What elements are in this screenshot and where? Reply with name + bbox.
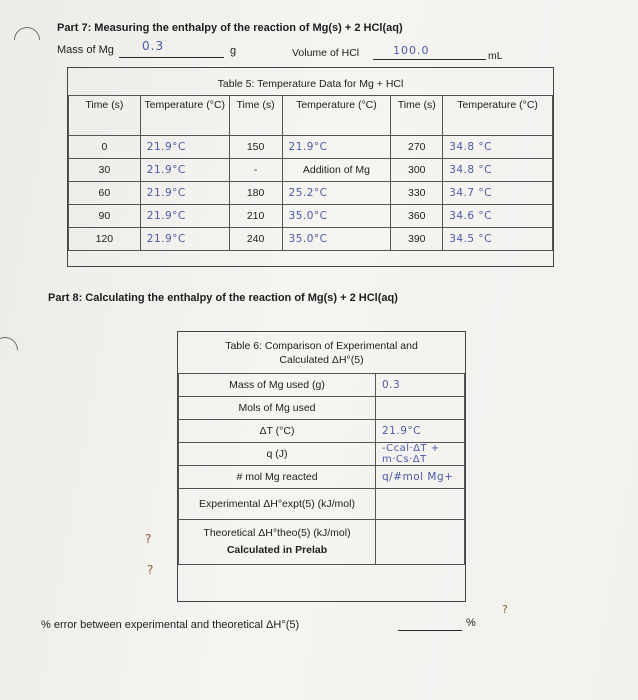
time-cell: 210 bbox=[229, 205, 282, 228]
table-row bbox=[179, 443, 465, 466]
table6-grid bbox=[178, 373, 465, 565]
binder-hole-middle bbox=[0, 332, 23, 369]
time-cell: 0 bbox=[69, 136, 141, 159]
time-cell: 150 bbox=[229, 136, 282, 159]
temperature-cell: 21.9°C bbox=[282, 136, 391, 159]
row-value: -Ccal·ΔT + m·Cs·ΔT bbox=[376, 443, 465, 466]
percent-error-label: % error between experimental and theoretical ΔH°(5) bbox=[41, 619, 300, 631]
temperature-cell: 35.0°C bbox=[282, 205, 391, 228]
row-label: ΔT (°C) bbox=[179, 420, 376, 443]
table-row bbox=[69, 182, 553, 205]
temperature-cell: 34.7 °C bbox=[443, 182, 553, 205]
part7-title: Part 7: Measuring the enthalpy of the reaction of Mg(s) + 2 HCl(aq) bbox=[57, 22, 403, 34]
table5-caption: Table 5: Temperature Data for Mg + HCl bbox=[217, 78, 404, 90]
table5-grid bbox=[68, 95, 553, 251]
temperature-cell: 25.2°C bbox=[282, 182, 391, 205]
time-cell: 330 bbox=[391, 182, 443, 205]
margin-question-mark: ? bbox=[145, 532, 153, 546]
table5-header: Time (s) bbox=[229, 96, 282, 136]
row-label: Mass of Mg used (g) bbox=[179, 374, 376, 397]
temperature-cell: 21.9°C bbox=[140, 159, 229, 182]
table5-header: Temperature (°C) bbox=[140, 96, 229, 136]
table6-caption bbox=[178, 339, 465, 367]
table-row bbox=[179, 466, 465, 489]
row-value: 0.3 bbox=[376, 374, 465, 397]
temperature-cell: 21.9°C bbox=[140, 136, 229, 159]
temperature-cell: 21.9°C bbox=[140, 228, 229, 251]
time-cell: 240 bbox=[229, 228, 282, 251]
table-row bbox=[179, 397, 465, 420]
time-cell: 180 bbox=[229, 182, 282, 205]
calculated-in-prelab-label: Calculated in Prelab bbox=[226, 544, 328, 556]
volume-label: Volume of HCl bbox=[292, 47, 360, 59]
table-row bbox=[69, 159, 553, 182]
percent-error-underline bbox=[398, 630, 462, 631]
temperature-cell: 34.8 °C bbox=[443, 136, 553, 159]
mass-unit: g bbox=[230, 45, 237, 57]
volume-underline bbox=[373, 59, 486, 60]
margin-question-mark: ? bbox=[147, 563, 155, 577]
binder-hole-top bbox=[9, 22, 46, 59]
temperature-cell: 21.9°C bbox=[140, 182, 229, 205]
time-cell: 360 bbox=[391, 205, 443, 228]
time-cell: 120 bbox=[69, 228, 141, 251]
row-label: Mols of Mg used bbox=[179, 397, 376, 420]
addition-of-mg-cell: Addition of Mg bbox=[282, 159, 391, 182]
row-label bbox=[179, 520, 376, 565]
temperature-cell: 34.8 °C bbox=[443, 159, 553, 182]
row-label: q (J) bbox=[179, 443, 376, 466]
time-cell: 60 bbox=[69, 182, 141, 205]
part8-title: Part 8: Calculating the enthalpy of the reaction of Mg(s) + 2 HCl(aq) bbox=[48, 292, 398, 304]
percent-unit: % bbox=[466, 617, 476, 629]
mass-underline bbox=[119, 57, 224, 58]
table6-caption-line2: Calculated ΔH°(5) bbox=[279, 354, 364, 366]
time-cell: 300 bbox=[391, 159, 443, 182]
row-value bbox=[376, 489, 465, 520]
row-label: # mol Mg reacted bbox=[179, 466, 376, 489]
time-cell: - bbox=[229, 159, 282, 182]
temperature-cell: 21.9°C bbox=[140, 205, 229, 228]
row-value: q/#mol Mg+ bbox=[376, 466, 465, 489]
time-cell: 30 bbox=[69, 159, 141, 182]
time-cell: 270 bbox=[391, 136, 443, 159]
table-row bbox=[179, 374, 465, 397]
table-row bbox=[69, 136, 553, 159]
table5 bbox=[67, 67, 554, 267]
mass-value: 0.3 bbox=[142, 39, 165, 53]
table6-caption-line1: Table 6: Comparison of Experimental and bbox=[225, 340, 418, 352]
table5-header: Temperature (°C) bbox=[282, 96, 391, 136]
table-row bbox=[69, 205, 553, 228]
temperature-cell: 35.0°C bbox=[282, 228, 391, 251]
table-row bbox=[179, 420, 465, 443]
row-label: Experimental ΔH°expt(5) (kJ/mol) bbox=[179, 489, 376, 520]
table-row bbox=[179, 520, 465, 565]
table5-header: Temperature (°C) bbox=[443, 96, 553, 136]
volume-value: 100.0 bbox=[393, 44, 430, 57]
table5-header: Time (s) bbox=[391, 96, 443, 136]
mass-label: Mass of Mg bbox=[57, 44, 114, 56]
volume-unit: mL bbox=[488, 50, 503, 62]
table5-header-row bbox=[69, 96, 553, 136]
temperature-cell: 34.5 °C bbox=[443, 228, 553, 251]
row-value bbox=[376, 520, 465, 565]
percent-error-question-mark: ? bbox=[502, 603, 509, 616]
table6 bbox=[177, 331, 466, 602]
time-cell: 90 bbox=[69, 205, 141, 228]
table-row bbox=[179, 489, 465, 520]
theoretical-label: Theoretical ΔH°theo(5) (kJ/mol) bbox=[203, 527, 351, 539]
temperature-cell: 34.6 °C bbox=[443, 205, 553, 228]
time-cell: 390 bbox=[391, 228, 443, 251]
table-row bbox=[69, 228, 553, 251]
row-value: 21.9°C bbox=[376, 420, 465, 443]
row-value bbox=[376, 397, 465, 420]
table5-header: Time (s) bbox=[69, 96, 141, 136]
